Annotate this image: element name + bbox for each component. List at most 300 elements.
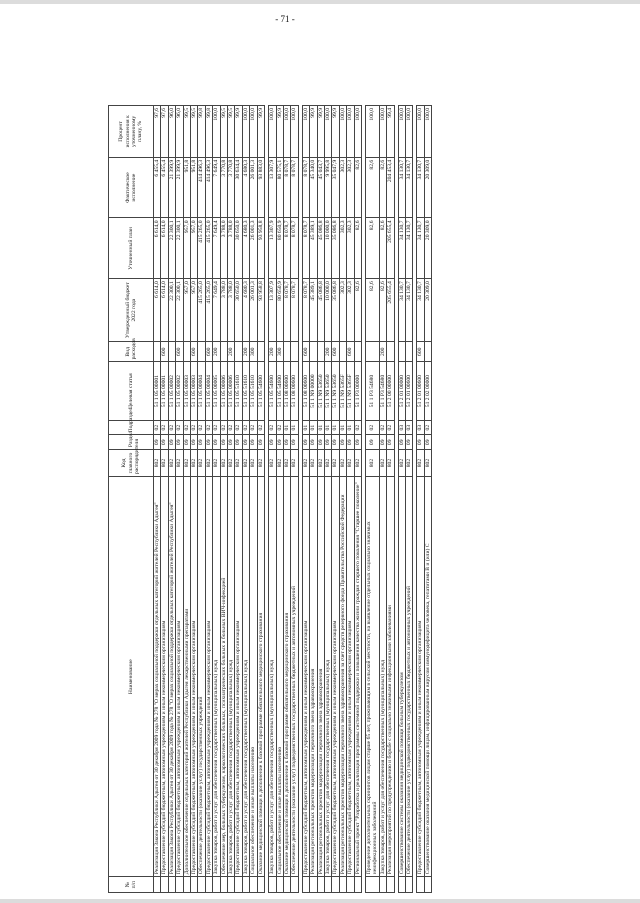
cell-expense-type: 600 [176, 342, 183, 362]
cell-target-article: 51 1 P3 54680 [365, 362, 379, 420]
table-row [339, 106, 346, 893]
cell-section: 09 [168, 435, 175, 450]
cell-name: Реализация мероприятий по предупреждению и борьбе с социально значимыми инфекционными заболеваниями [387, 477, 394, 877]
cell-num [365, 877, 379, 893]
cell-kvsr: 802 [168, 450, 175, 477]
cell-section: 09 [183, 435, 190, 450]
cell-section: 09 [176, 435, 183, 450]
cell-refined-plan: 957,0 [183, 218, 190, 279]
cell-kvsr: 802 [424, 450, 431, 477]
cell-percent: 100,0 [291, 106, 298, 158]
cell-expense-type: 600 [417, 342, 424, 362]
cell-expense-type: 300 [250, 342, 257, 362]
cell-kvsr: 802 [417, 450, 424, 477]
cell-subsection: 01 [332, 420, 339, 435]
header-actual: Фактическое исполнение [109, 157, 154, 218]
cell-kvsr: 802 [228, 450, 235, 477]
cell-section: 09 [242, 435, 249, 450]
cell-section: 09 [291, 435, 298, 450]
cell-subsection: 02 [242, 420, 249, 435]
cell-num [213, 877, 220, 893]
cell-name: Предоставление субсидий бюджетным, автономным учреждениям и иным некоммерческим организациям [191, 477, 198, 877]
cell-num [347, 877, 354, 893]
cell-num [168, 877, 175, 893]
cell-approved-budget: 415 265,0 [198, 279, 205, 342]
header-section: Раздел [109, 435, 154, 450]
cell-subsection: 02 [235, 420, 242, 435]
cell-section: 09 [424, 435, 431, 450]
cell-refined-plan: 3 788,0 [228, 218, 235, 279]
cell-kvsr: 802 [365, 450, 379, 477]
cell-expense-type [387, 342, 394, 362]
cell-name: Реализация региональных проектов модернизации первичного звена здравоохранения [310, 477, 317, 877]
cell-expense-type [424, 342, 431, 362]
cell-refined-plan: 35 086,8 [332, 218, 339, 279]
budget-sheet [108, 105, 626, 893]
cell-section: 09 [228, 435, 235, 450]
cell-actual: 20 309,0 [424, 157, 431, 218]
header-target-article: Целевая статья [109, 362, 154, 420]
cell-target-article: 51 1 05 51610 [250, 362, 257, 420]
cell-kvsr: 802 [387, 450, 394, 477]
cell-num [198, 877, 205, 893]
cell-percent: 99,5 [228, 106, 235, 158]
cell-kvsr: 802 [220, 450, 227, 477]
cell-refined-plan: 22 300,1 [176, 218, 183, 279]
cell-target-article: 51 2 01 00600 [417, 362, 424, 420]
cell-percent: 99,8 [198, 106, 205, 158]
budget-table [108, 105, 432, 893]
table-row [235, 106, 242, 893]
cell-target-article: 51 1 05 00005 [213, 362, 220, 420]
cell-approved-budget: 20 309,0 [424, 279, 431, 342]
cell-expense-type [235, 342, 242, 362]
cell-subsection: 02 [154, 420, 161, 435]
cell-kvsr: 802 [398, 450, 405, 477]
cell-kvsr: 802 [183, 450, 190, 477]
cell-approved-budget: 8 078,7 [302, 279, 309, 342]
cell-subsection: 01 [317, 420, 324, 435]
cell-percent: 100,0 [417, 106, 424, 158]
cell-expense-type [183, 342, 190, 362]
cell-target-article: 51 1 05 51610 [242, 362, 249, 420]
cell-num [379, 877, 386, 893]
cell-num [183, 877, 190, 893]
cell-expense-type: 200 [228, 342, 235, 362]
cell-expense-type: 600 [191, 342, 198, 362]
cell-kvsr: 802 [235, 450, 242, 477]
cell-refined-plan: 8 078,7 [302, 218, 309, 279]
cell-name: Оказание медицинской помощи в дополнение к базовой программе обязательного медицинского страхования [283, 477, 290, 877]
cell-num [154, 877, 161, 893]
cell-actual: 34 130,7 [398, 157, 405, 218]
cell-actual: 8 078,7 [291, 157, 298, 218]
cell-refined-plan: 10 000,0 [324, 218, 331, 279]
cell-actual: 21 399,9 [168, 157, 175, 218]
cell-kvsr: 802 [347, 450, 354, 477]
cell-target-article: 51 2 01 00600 [406, 362, 413, 420]
cell-target-article: 51 1 05 00003 [183, 362, 190, 420]
cell-subsection: 01 [291, 420, 298, 435]
cell-num [332, 877, 339, 893]
header-kvsr: Код главного распорядителя [109, 450, 154, 477]
cell-expense-type [220, 342, 227, 362]
cell-name: Социальное обеспечение и иные выплаты населению [276, 477, 283, 877]
cell-actual: 302,3 [347, 157, 354, 218]
cell-kvsr: 802 [379, 450, 386, 477]
cell-subsection: 02 [213, 420, 220, 435]
cell-percent: 99,9 [235, 106, 242, 158]
cell-percent: 100,0 [365, 106, 379, 158]
cell-percent: 100,0 [347, 106, 354, 158]
cell-actual: 8 078,7 [302, 157, 309, 218]
cell-num [398, 877, 405, 893]
cell-kvsr: 802 [205, 450, 212, 477]
cell-num [324, 877, 331, 893]
cell-name: Предоставление субсидий бюджетным, автономным учреждениям и иным некоммерческим организациям [347, 477, 354, 877]
cell-actual: 414 496,3 [198, 157, 205, 218]
table-row [324, 106, 331, 893]
cell-name: Закупка товаров, работ и услуг для обеспечения государственных (муниципальных) нужд [269, 477, 276, 877]
table-row [379, 106, 386, 893]
cell-kvsr: 802 [291, 450, 298, 477]
cell-expense-type: 600 [332, 342, 339, 362]
cell-refined-plan: 8 078,7 [291, 218, 298, 279]
cell-actual: 34 130,7 [417, 157, 424, 218]
cell-target-article: 51 1 N9 00000 [310, 362, 317, 420]
cell-target-article: 51 1 05 00002 [168, 362, 175, 420]
cell-subsection: 02 [365, 420, 379, 435]
cell-expense-type: 200 [213, 342, 220, 362]
cell-refined-plan: 82,6 [354, 218, 361, 279]
cell-name: Реализация региональных проектов модернизации первичного звена здравоохранения [317, 477, 324, 877]
cell-name: Дополнительное обеспечение отдельных категорий жителей Республики Адыгея лекарственными препаратами [183, 477, 190, 877]
cell-section: 09 [283, 435, 290, 450]
cell-approved-budget: 26 001,3 [250, 279, 257, 342]
cell-subsection: 02 [183, 420, 190, 435]
cell-name: Обеспечение деятельности (оказание услуг) государственных учреждений [198, 477, 205, 877]
cell-num [276, 877, 283, 893]
cell-section: 09 [220, 435, 227, 450]
cell-kvsr: 802 [354, 450, 361, 477]
cell-expense-type [354, 342, 361, 362]
cell-name: Реализация Закона Республики Адыгея от 30 декабря 2009 года № 278 "О мерах социальной поддержки отдельных категорий жителей Республики Адыгея" [168, 477, 175, 877]
cell-approved-budget: 30 650,0 [235, 279, 242, 342]
cell-refined-plan: 3 788,0 [220, 218, 227, 279]
cell-expense-type [339, 342, 346, 362]
table-row [242, 106, 249, 893]
cell-percent: 100,0 [424, 106, 431, 158]
cell-section: 09 [310, 435, 317, 450]
cell-target-article: 51 1 N9 53650 [324, 362, 331, 420]
cell-percent: 100,0 [406, 106, 413, 158]
cell-num [269, 877, 276, 893]
cell-percent: 96,0 [168, 106, 175, 158]
cell-subsection: 01 [324, 420, 331, 435]
table-row [387, 106, 394, 893]
cell-subsection: 02 [354, 420, 361, 435]
cell-name: Обеспечение мер, больных туберкулезом, наркологических больных, психиатрических больных и больных ВИЧ-инфекцией [220, 477, 227, 877]
cell-refined-plan: 45 389,1 [310, 218, 317, 279]
cell-num [205, 877, 212, 893]
cell-name: Обеспечение деятельности (оказание услуг) подведомственных государственных бюджетных и автономных учреждений [406, 477, 413, 877]
cell-approved-budget: 34 130,7 [417, 279, 424, 342]
cell-expense-type: 600 [302, 342, 309, 362]
cell-approved-budget: 957,0 [191, 279, 198, 342]
cell-actual: 204 453,4 [387, 157, 394, 218]
cell-actual: 21 399,9 [176, 157, 183, 218]
cell-name: Предоставление субсидий бюджетным, автономным учреждениям и иным некоммерческим организациям [176, 477, 183, 877]
cell-kvsr: 802 [176, 450, 183, 477]
cell-name: Региональный проект "Разработка и реализация программы системной поддержки и повышения качества жизни граждан старшего поколения "Старшее поколение" [354, 477, 361, 877]
cell-num [387, 877, 394, 893]
cell-refined-plan: 6 614,0 [154, 218, 161, 279]
cell-kvsr: 802 [257, 450, 264, 477]
cell-refined-plan: 415 265,0 [198, 218, 205, 279]
cell-section: 09 [332, 435, 339, 450]
cell-name: Закупка товаров, работ и услуг для обеспечения государственных (муниципальных) нужд [242, 477, 249, 877]
cell-percent: 100,0 [269, 106, 276, 158]
cell-refined-plan: 82,6 [379, 218, 386, 279]
cell-kvsr: 802 [191, 450, 198, 477]
cell-subsection: 02 [424, 420, 431, 435]
cell-expense-type: 200 [379, 342, 386, 362]
cell-expense-type [168, 342, 175, 362]
table-body [154, 106, 432, 893]
cell-section: 09 [302, 435, 309, 450]
header-percent: Процент исполнения к уточненному плану, % [109, 106, 154, 158]
cell-section: 09 [161, 435, 168, 450]
cell-kvsr: 802 [198, 450, 205, 477]
cell-percent: 99,5 [220, 106, 227, 158]
table-row [424, 106, 431, 893]
cell-expense-type: 300 [276, 342, 283, 362]
cell-subsection: 01 [302, 420, 309, 435]
cell-name: Обеспечение деятельности (оказание услуг) подведомственных государственных бюджетных и автономных учреждений [291, 477, 298, 877]
cell-target-article: 51 1 N9 53650 [317, 362, 324, 420]
table-row [347, 106, 354, 893]
cell-target-article: 51 1 05 00001 [154, 362, 161, 420]
cell-approved-budget: 6 614,0 [154, 279, 161, 342]
cell-approved-budget: 302,3 [347, 279, 354, 342]
cell-section: 09 [339, 435, 346, 450]
cell-subsection: 02 [220, 420, 227, 435]
cell-section: 09 [406, 435, 413, 450]
cell-actual: 951,8 [183, 157, 190, 218]
table-row [176, 106, 183, 893]
cell-refined-plan: 302,3 [339, 218, 346, 279]
cell-target-article: 51 1 08 00600 [283, 362, 290, 420]
table-row [283, 106, 290, 893]
cell-approved-budget: 6 614,0 [161, 279, 168, 342]
table-row [310, 106, 317, 893]
cell-refined-plan: 6 614,0 [161, 218, 168, 279]
cell-target-article: 51 1 05 00004 [205, 362, 212, 420]
cell-expense-type [317, 342, 324, 362]
cell-approved-budget: 34 130,7 [406, 279, 413, 342]
table-row [183, 106, 190, 893]
cell-kvsr: 802 [154, 450, 161, 477]
cell-approved-budget: 45 389,1 [310, 279, 317, 342]
cell-section: 09 [324, 435, 331, 450]
cell-section: 09 [205, 435, 212, 450]
cell-name: Закупка товаров, работ и услуг для обеспечения государственных (муниципальных) нужд [379, 477, 386, 877]
cell-subsection: 02 [269, 420, 276, 435]
cell-num [302, 877, 309, 893]
cell-num [176, 877, 183, 893]
scan-border-bottom [0, 899, 640, 903]
cell-section: 09 [257, 435, 264, 450]
cell-num [250, 877, 257, 893]
cell-name: Оказание медицинской помощи в дополнение к базовой программе обязательного медицинского страхования [257, 477, 264, 877]
cell-target-article: 51 1 N9 5365F [347, 362, 354, 420]
cell-name: Предоставление субсидий бюджетным, автономным учреждениям и иным некоммерческим организациям [302, 477, 309, 877]
cell-subsection: 03 [406, 420, 413, 435]
cell-approved-budget: 205 655,4 [387, 279, 394, 342]
cell-section: 09 [398, 435, 405, 450]
cell-name: Реализация Закона Республики Адыгея от 30 декабря 2009 года № 278 "О мерах социальной поддержки отдельных категорий жителей Республики Адыгея" [154, 477, 161, 877]
cell-percent: 99,5 [191, 106, 198, 158]
cell-percent: 96,0 [176, 106, 183, 158]
cell-target-article: 51 1 08 00600 [291, 362, 298, 420]
cell-target-article: 51 1 05 00004 [198, 362, 205, 420]
cell-target-article: 51 1 P3 00000 [354, 362, 361, 420]
cell-subsection: 03 [417, 420, 424, 435]
table-row [257, 106, 264, 893]
header-expense-type: Вид расходов [109, 342, 154, 362]
cell-name: Предоставление субсидий бюджетным, автономным учреждениям и иным некоммерческим организациям [332, 477, 339, 877]
cell-target-article: 51 2 00 00000 [387, 362, 394, 420]
cell-target-article: 51 1 05 54600 [276, 362, 283, 420]
cell-refined-plan: 7 649,4 [213, 218, 220, 279]
cell-refined-plan: 34 130,7 [406, 218, 413, 279]
cell-percent: 99,9 [276, 106, 283, 158]
cell-percent: 100,0 [242, 106, 249, 158]
cell-kvsr: 802 [302, 450, 309, 477]
cell-refined-plan: 34 130,7 [398, 218, 405, 279]
cell-subsection: 01 [310, 420, 317, 435]
cell-actual: 80 575,1 [276, 157, 283, 218]
cell-section: 09 [250, 435, 257, 450]
cell-refined-plan: 34 130,7 [417, 218, 424, 279]
table-header-row [109, 106, 154, 893]
cell-subsection: 02 [228, 420, 235, 435]
cell-kvsr: 802 [250, 450, 257, 477]
cell-approved-budget: 93 958,8 [257, 279, 264, 342]
cell-actual: 13 307,9 [269, 157, 276, 218]
cell-percent: 100,0 [213, 106, 220, 158]
cell-target-article: 51 1 P3 54680 [379, 362, 386, 420]
cell-target-article: 51 1 05 00006 [228, 362, 235, 420]
cell-approved-budget: 302,3 [339, 279, 346, 342]
cell-actual: 45 340,0 [310, 157, 317, 218]
cell-kvsr: 802 [339, 450, 346, 477]
table-row [354, 106, 361, 893]
cell-percent: 99,9 [257, 106, 264, 158]
cell-approved-budget: 3 788,0 [228, 279, 235, 342]
cell-refined-plan: 4 680,3 [242, 218, 249, 279]
cell-num [235, 877, 242, 893]
cell-subsection: 01 [283, 420, 290, 435]
cell-expense-type [365, 342, 379, 362]
table-row [417, 106, 424, 893]
table-row [228, 106, 235, 893]
cell-refined-plan: 20 309,0 [424, 218, 431, 279]
cell-num [417, 877, 424, 893]
header-subsection: Подраздел [109, 420, 154, 435]
header-refined-plan: Уточненный план [109, 218, 154, 279]
cell-section: 09 [365, 435, 379, 450]
cell-approved-budget: 45 086,8 [317, 279, 324, 342]
cell-section: 09 [417, 435, 424, 450]
table-row [191, 106, 198, 893]
cell-percent: 99,9 [317, 106, 324, 158]
cell-kvsr: 802 [213, 450, 220, 477]
cell-approved-budget: 957,0 [183, 279, 190, 342]
cell-num [257, 877, 264, 893]
cell-percent: 99,5 [183, 106, 190, 158]
cell-approved-budget: 8 078,7 [283, 279, 290, 342]
cell-actual: 34 130,7 [406, 157, 413, 218]
cell-target-article: 51 2 02 00000 [424, 362, 431, 420]
cell-percent: 99,9 [310, 106, 317, 158]
cell-actual: 93 883,0 [257, 157, 264, 218]
cell-percent: 100,0 [302, 106, 309, 158]
cell-num [161, 877, 168, 893]
cell-subsection: 02 [191, 420, 198, 435]
cell-expense-type: 200 [324, 342, 331, 362]
cell-kvsr: 802 [317, 450, 324, 477]
cell-approved-budget: 82,6 [354, 279, 361, 342]
cell-name: Закупка товаров, работ и услуг для обеспечения государственных (муниципальных) нужд [324, 477, 331, 877]
cell-kvsr: 802 [310, 450, 317, 477]
cell-target-article: 51 1 05 54600 [269, 362, 276, 420]
cell-section: 09 [317, 435, 324, 450]
cell-expense-type [291, 342, 298, 362]
cell-subsection: 02 [250, 420, 257, 435]
cell-actual: 951,8 [191, 157, 198, 218]
cell-expense-type [310, 342, 317, 362]
cell-kvsr: 802 [332, 450, 339, 477]
cell-percent: 97,6 [154, 106, 161, 158]
table-row [365, 106, 379, 893]
cell-name: Совершенствование оказания медицинской помощи лицам, инфицированным вирусом иммунодефицита человека, гепатитами В и (или) С [424, 477, 431, 877]
cell-target-article: 51 1 N9 5365F [339, 362, 346, 420]
cell-section: 09 [387, 435, 394, 450]
table-row [406, 106, 413, 893]
cell-num [406, 877, 413, 893]
table-row [276, 106, 283, 893]
cell-refined-plan: 8 078,7 [283, 218, 290, 279]
cell-expense-type: 600 [347, 342, 354, 362]
cell-actual: 26 001,3 [250, 157, 257, 218]
cell-target-article: 51 1 05 00002 [176, 362, 183, 420]
cell-num [291, 877, 298, 893]
cell-num [220, 877, 227, 893]
cell-section: 09 [269, 435, 276, 450]
cell-expense-type: 200 [242, 342, 249, 362]
cell-actual: 8 078,7 [283, 157, 290, 218]
cell-expense-type [198, 342, 205, 362]
cell-refined-plan: 957,0 [191, 218, 198, 279]
cell-subsection: 02 [257, 420, 264, 435]
cell-name: Закупка товаров, работ и услуг для обеспечения государственных (муниципальных) нужд [213, 477, 220, 877]
cell-percent: 100,0 [379, 106, 386, 158]
cell-kvsr: 802 [242, 450, 249, 477]
cell-target-article: 51 1 05 54600 [257, 362, 264, 420]
cell-actual: 7 649,4 [213, 157, 220, 218]
cell-kvsr: 802 [276, 450, 283, 477]
